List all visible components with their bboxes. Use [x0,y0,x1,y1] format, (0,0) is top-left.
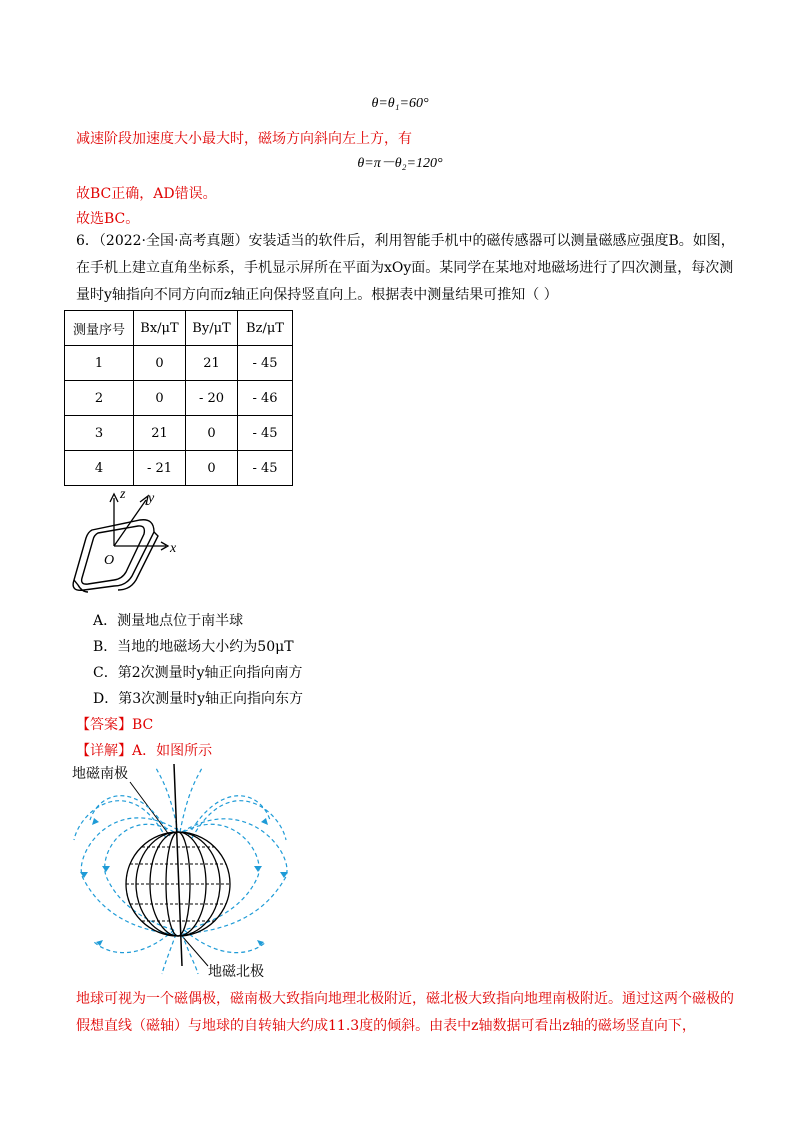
table-cell: 2 [65,381,134,416]
question-6 [76,228,736,309]
table-row [65,416,293,451]
table-header: 测量序号 [65,311,134,346]
table-cell: 0 [186,416,238,451]
table-header: Bx/μT [134,311,186,346]
question-source: （2022·全国·高考真题） [98,233,249,249]
text-decel-phase: 减速阶段加速度大小最大时，磁场方向斜向左上方，有 [76,131,412,147]
option-b: B．当地的地磁场大小约为50μT [93,639,294,655]
table-cell: 4 [65,451,134,486]
table-row [65,381,293,416]
table-cell: 21 [134,416,186,451]
table-cell: - 21 [134,451,186,486]
equation-theta2: θ=π－θ₂=120° [357,156,443,171]
table-cell: - 45 [238,451,293,486]
table-cell: 0 [134,346,186,381]
answer-label: 【答案】 [76,717,132,733]
table-cell: - 45 [238,416,293,451]
answer-value: BC [132,717,154,733]
table-header: By/μT [186,311,238,346]
phone-coordinate-figure [62,486,192,602]
table-cell: - 45 [238,346,293,381]
y-label: y [148,491,155,506]
table-cell: - 46 [238,381,293,416]
equation-theta1: θ=θ₁=60° [371,96,429,111]
option-d: D．第3次测量时y轴正向指向东方 [93,691,304,707]
table-row [65,346,293,381]
origin-label: O [104,553,115,568]
magnetic-south-pole-label: 地磁南极 [72,766,128,782]
table-cell: - 20 [186,381,238,416]
earth-magnetic-field-figure [70,760,310,982]
magnetic-north-pole-label: 地磁北极 [208,964,264,980]
table-cell: 21 [186,346,238,381]
z-label: z [120,487,126,502]
table-cell: 3 [65,416,134,451]
north-pole-pointer [182,936,208,966]
table-header-row [65,311,293,346]
table-cell: 1 [65,346,134,381]
answer-line [76,714,153,734]
measurement-table [64,310,293,486]
text-choose-bc: 故选BC。 [76,211,140,227]
detail-line [76,740,212,760]
text-bc-correct: 故BC正确，AD错误。 [76,186,217,202]
table-cell: 0 [134,381,186,416]
option-c: C．第2次测量时y轴正向指向南方 [93,665,303,681]
question-number: 6． [76,233,99,249]
detail-text: A．如图所示 [132,743,213,759]
table-header: Bz/μT [238,311,293,346]
explanation-paragraph: 地球可视为一个磁偶极，磁南极大致指向地理北极附近，磁北极大致指向地理南极附近。通过这两个磁极的假想直线（磁轴）与地球的自转轴大约成11.3度的倾斜。由表中z轴数据可看出z轴的磁场竖直向下， [76,991,734,1034]
x-label: x [170,541,177,556]
table-row [65,451,293,486]
detail-label: 【详解】 [76,743,132,759]
table-cell: 0 [186,451,238,486]
option-a: A．测量地点位于南半球 [93,613,244,629]
question-text: 安装适当的软件后，利用智能手机中的磁传感器可以测量磁感应强度B。如图，在手机上建立直角坐标系，手机显示屏所在平面为xOy面。某同学在某地对地磁场进行了四次测量，每次测量时y轴指向不同方向而z轴正向保持竖直向上。根据表中测量结果可推知（ ） [76,233,735,303]
